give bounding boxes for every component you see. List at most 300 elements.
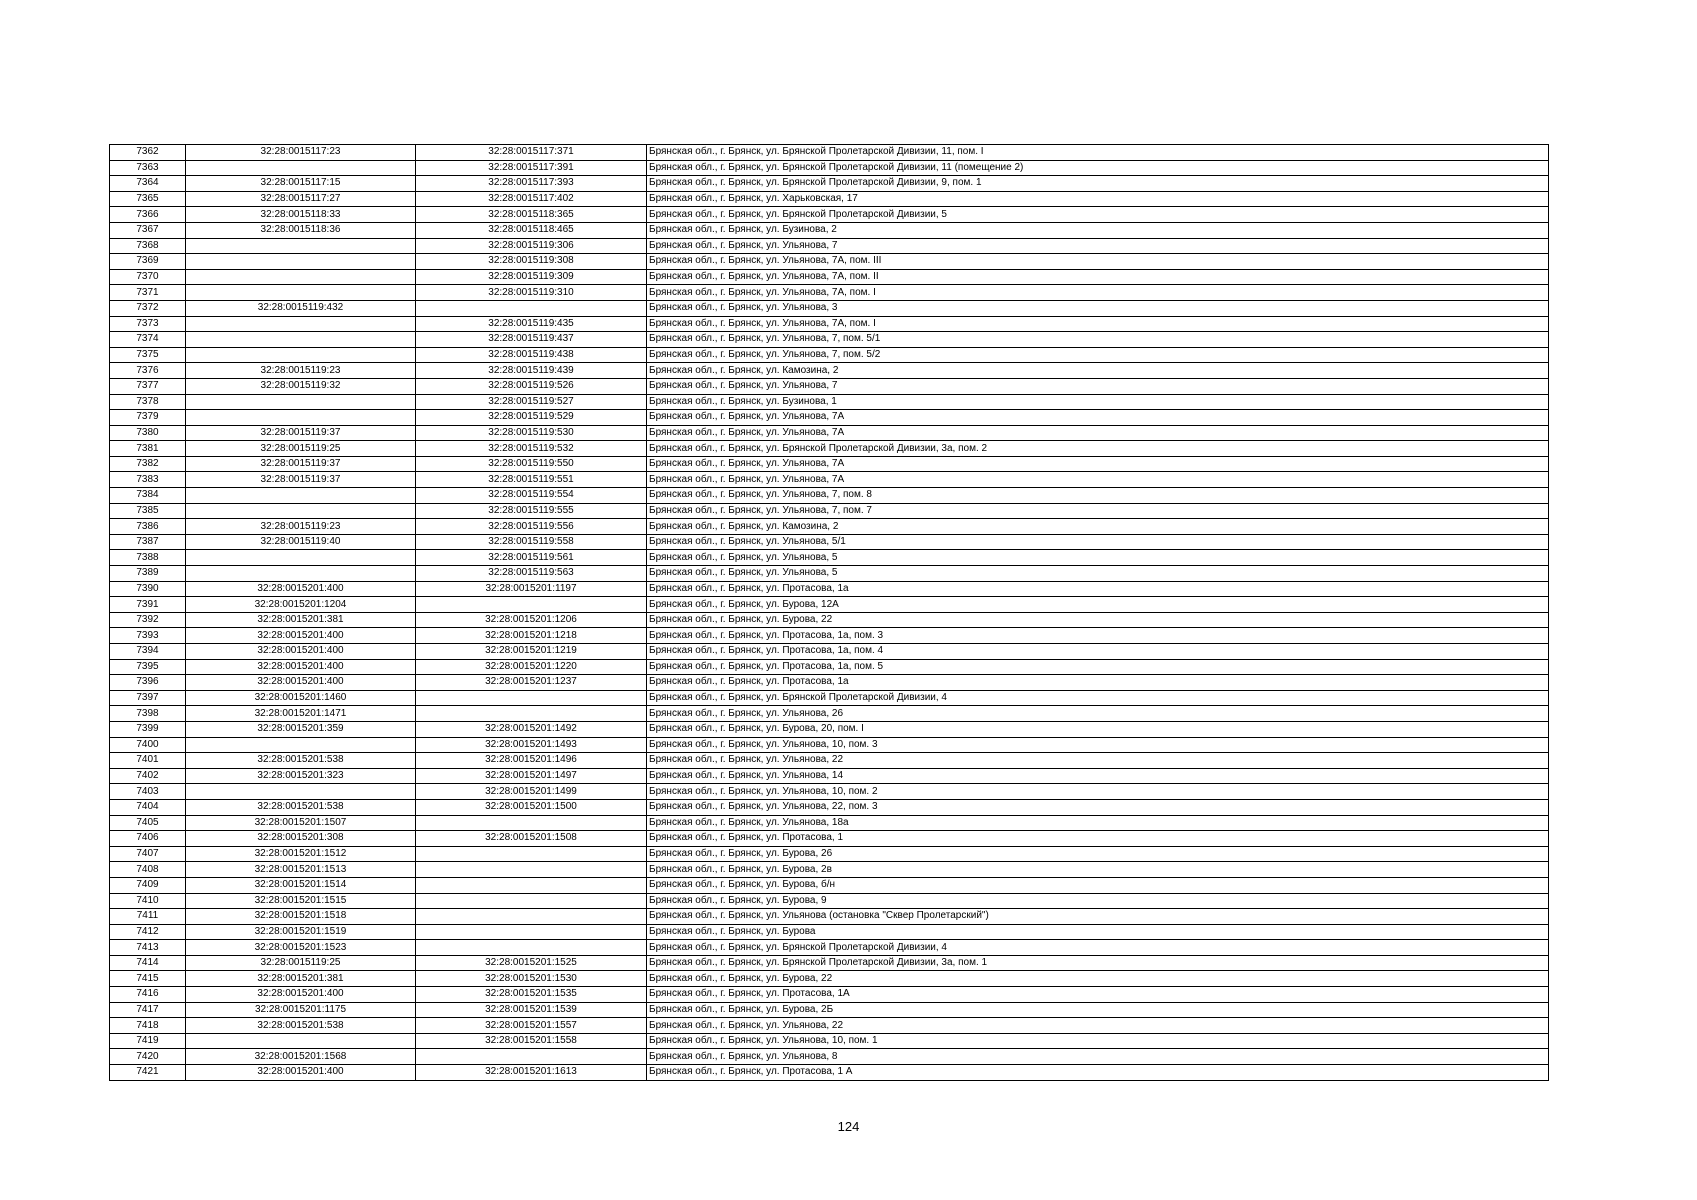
row-number-cell: 7398 [110,706,186,722]
object-cadastral-number-cell: 32:28:0015119:527 [416,394,647,410]
land-cadastral-number-cell: 32:28:0015119:23 [186,363,416,379]
object-cadastral-number-cell: 32:28:0015201:1493 [416,737,647,753]
table-row [110,721,1549,737]
land-cadastral-number-cell: 32:28:0015119:37 [186,425,416,441]
address-cell: Брянская обл., г. Брянск, ул. Ульянова, 26 [647,706,1549,722]
page-number: 124 [837,1119,860,1134]
row-number-cell: 7367 [110,222,186,238]
table-row [110,675,1549,691]
land-cadastral-number-cell: 32:28:0015119:37 [186,456,416,472]
object-cadastral-number-cell: 32:28:0015119:556 [416,519,647,535]
address-cell: Брянская обл., г. Брянск, ул. Брянской Пролетарской Дивизии, 4 [647,940,1549,956]
table-row [110,238,1549,254]
object-cadastral-number-cell: 32:28:0015201:1492 [416,721,647,737]
table-row [110,597,1549,613]
table-row [110,441,1549,457]
table-row [110,940,1549,956]
table-row [110,909,1549,925]
table-row [110,566,1549,582]
object-cadastral-number-cell [416,815,647,831]
land-cadastral-number-cell: 32:28:0015201:538 [186,1018,416,1034]
object-cadastral-number-cell: 32:28:0015117:391 [416,160,647,176]
row-number-cell: 7365 [110,191,186,207]
row-number-cell: 7390 [110,581,186,597]
land-cadastral-number-cell [186,347,416,363]
land-cadastral-number-cell: 32:28:0015201:538 [186,799,416,815]
object-cadastral-number-cell: 32:28:0015201:1500 [416,799,647,815]
object-cadastral-number-cell: 32:28:0015201:1496 [416,753,647,769]
row-number-cell: 7411 [110,909,186,925]
row-number-cell: 7421 [110,1065,186,1081]
land-cadastral-number-cell [186,238,416,254]
row-number-cell: 7366 [110,207,186,223]
table-row [110,659,1549,675]
land-cadastral-number-cell: 32:28:0015201:400 [186,675,416,691]
land-cadastral-number-cell: 32:28:0015201:1523 [186,940,416,956]
address-cell: Брянская обл., г. Брянск, ул. Брянской Пролетарской Дивизии, 9, пом. 1 [647,176,1549,192]
table-row [110,846,1549,862]
table-row [110,254,1549,270]
address-cell: Брянская обл., г. Брянск, ул. Ульянова, 7А [647,456,1549,472]
row-number-cell: 7371 [110,285,186,301]
land-cadastral-number-cell: 32:28:0015201:308 [186,831,416,847]
table-row [110,176,1549,192]
register-table-body [110,145,1549,1081]
table-row [110,503,1549,519]
object-cadastral-number-cell: 32:28:0015119:308 [416,254,647,270]
object-cadastral-number-cell: 32:28:0015119:550 [416,456,647,472]
land-cadastral-number-cell: 32:28:0015117:27 [186,191,416,207]
row-number-cell: 7419 [110,1033,186,1049]
table-row [110,456,1549,472]
object-cadastral-number-cell: 32:28:0015119:561 [416,550,647,566]
address-cell: Брянская обл., г. Брянск, ул. Бурова, 22 [647,971,1549,987]
land-cadastral-number-cell [186,1033,416,1049]
row-number-cell: 7397 [110,690,186,706]
address-cell: Брянская обл., г. Брянск, ул. Ульянова, 7А [647,410,1549,426]
table-row [110,316,1549,332]
table-row [110,612,1549,628]
table-row [110,222,1549,238]
row-number-cell: 7364 [110,176,186,192]
address-cell: Брянская обл., г. Брянск, ул. Ульянова, 7, пом. 5/1 [647,332,1549,348]
address-cell: Брянская обл., г. Брянск, ул. Брянской Пролетарской Дивизии, 11, пом. I [647,145,1549,161]
land-cadastral-number-cell: 32:28:0015118:36 [186,222,416,238]
address-cell: Брянская обл., г. Брянск, ул. Протасова, 1а, пом. 5 [647,659,1549,675]
table-row [110,1033,1549,1049]
object-cadastral-number-cell [416,597,647,613]
land-cadastral-number-cell: 32:28:0015201:1204 [186,597,416,613]
row-number-cell: 7363 [110,160,186,176]
object-cadastral-number-cell [416,862,647,878]
land-cadastral-number-cell: 32:28:0015201:381 [186,971,416,987]
address-cell: Брянская обл., г. Брянск, ул. Ульянова, 7А [647,425,1549,441]
land-cadastral-number-cell [186,410,416,426]
address-cell: Брянская обл., г. Брянск, ул. Камозина, 2 [647,519,1549,535]
object-cadastral-number-cell: 32:28:0015201:1539 [416,1002,647,1018]
row-number-cell: 7409 [110,877,186,893]
row-number-cell: 7418 [110,1018,186,1034]
object-cadastral-number-cell: 32:28:0015118:465 [416,222,647,238]
land-cadastral-number-cell [186,285,416,301]
row-number-cell: 7385 [110,503,186,519]
land-cadastral-number-cell: 32:28:0015201:1514 [186,877,416,893]
object-cadastral-number-cell: 32:28:0015119:563 [416,566,647,582]
object-cadastral-number-cell [416,846,647,862]
row-number-cell: 7377 [110,378,186,394]
row-number-cell: 7400 [110,737,186,753]
row-number-cell: 7403 [110,784,186,800]
address-cell: Брянская обл., г. Брянск, ул. Ульянова, 22, пом. 3 [647,799,1549,815]
land-cadastral-number-cell [186,784,416,800]
land-cadastral-number-cell [186,160,416,176]
object-cadastral-number-cell: 32:28:0015119:558 [416,534,647,550]
address-cell: Брянская обл., г. Брянск, ул. Ульянова, 5 [647,550,1549,566]
table-row [110,831,1549,847]
table-row [110,145,1549,161]
table-row [110,971,1549,987]
land-cadastral-number-cell: 32:28:0015119:40 [186,534,416,550]
land-cadastral-number-cell [186,737,416,753]
table-row [110,737,1549,753]
land-cadastral-number-cell: 32:28:0015119:37 [186,472,416,488]
land-cadastral-number-cell: 32:28:0015201:400 [186,581,416,597]
row-number-cell: 7379 [110,410,186,426]
table-row [110,862,1549,878]
address-cell: Брянская обл., г. Брянск, ул. Брянской Пролетарской Дивизии, 4 [647,690,1549,706]
table-row [110,877,1549,893]
land-cadastral-number-cell: 32:28:0015118:33 [186,207,416,223]
land-cadastral-number-cell: 32:28:0015201:323 [186,768,416,784]
object-cadastral-number-cell [416,706,647,722]
object-cadastral-number-cell: 32:28:0015119:439 [416,363,647,379]
object-cadastral-number-cell: 32:28:0015119:526 [416,378,647,394]
table-row [110,378,1549,394]
table-row [110,425,1549,441]
address-cell: Брянская обл., г. Брянск, ул. Брянской Пролетарской Дивизии, 3а, пом. 1 [647,955,1549,971]
address-cell: Брянская обл., г. Брянск, ул. Протасова, 1а, пом. 3 [647,628,1549,644]
table-row [110,581,1549,597]
row-number-cell: 7401 [110,753,186,769]
land-cadastral-number-cell: 32:28:0015201:1512 [186,846,416,862]
row-number-cell: 7373 [110,316,186,332]
object-cadastral-number-cell: 32:28:0015201:1530 [416,971,647,987]
table-row [110,1018,1549,1034]
row-number-cell: 7420 [110,1049,186,1065]
table-row [110,332,1549,348]
object-cadastral-number-cell: 32:28:0015201:1206 [416,612,647,628]
address-cell: Брянская обл., г. Брянск, ул. Ульянова, 7 [647,378,1549,394]
row-number-cell: 7395 [110,659,186,675]
land-cadastral-number-cell: 32:28:0015201:1568 [186,1049,416,1065]
address-cell: Брянская обл., г. Брянск, ул. Бурова, 2в [647,862,1549,878]
row-number-cell: 7376 [110,363,186,379]
table-row [110,768,1549,784]
object-cadastral-number-cell: 32:28:0015201:1497 [416,768,647,784]
address-cell: Брянская обл., г. Брянск, ул. Бурова, б/н [647,877,1549,893]
address-cell: Брянская обл., г. Брянск, ул. Бузинова, 1 [647,394,1549,410]
table-row [110,1002,1549,1018]
address-cell: Брянская обл., г. Брянск, ул. Протасова, 1а [647,581,1549,597]
land-cadastral-number-cell: 32:28:0015201:1513 [186,862,416,878]
object-cadastral-number-cell: 32:28:0015117:371 [416,145,647,161]
row-number-cell: 7412 [110,924,186,940]
row-number-cell: 7407 [110,846,186,862]
object-cadastral-number-cell: 32:28:0015119:309 [416,269,647,285]
table-row [110,410,1549,426]
row-number-cell: 7368 [110,238,186,254]
table-row [110,207,1549,223]
row-number-cell: 7414 [110,955,186,971]
register-table [109,144,1549,1081]
row-number-cell: 7375 [110,347,186,363]
land-cadastral-number-cell [186,254,416,270]
row-number-cell: 7413 [110,940,186,956]
object-cadastral-number-cell: 32:28:0015119:554 [416,488,647,504]
land-cadastral-number-cell: 32:28:0015201:1519 [186,924,416,940]
address-cell: Брянская обл., г. Брянск, ул. Ульянова, 7, пом. 7 [647,503,1549,519]
row-number-cell: 7415 [110,971,186,987]
land-cadastral-number-cell: 32:28:0015201:381 [186,612,416,628]
table-row [110,690,1549,706]
table-row [110,519,1549,535]
table-row [110,1065,1549,1081]
address-cell: Брянская обл., г. Брянск, ул. Ульянова (остановка "Сквер Пролетарский") [647,909,1549,925]
address-cell: Брянская обл., г. Брянск, ул. Бурова, 26 [647,846,1549,862]
object-cadastral-number-cell: 32:28:0015201:1197 [416,581,647,597]
object-cadastral-number-cell: 32:28:0015201:1613 [416,1065,647,1081]
land-cadastral-number-cell: 32:28:0015201:400 [186,644,416,660]
address-cell: Брянская обл., г. Брянск, ул. Бурова, 20, пом. I [647,721,1549,737]
row-number-cell: 7408 [110,862,186,878]
land-cadastral-number-cell: 32:28:0015201:1507 [186,815,416,831]
object-cadastral-number-cell: 32:28:0015119:438 [416,347,647,363]
object-cadastral-number-cell [416,893,647,909]
table-row [110,1049,1549,1065]
table-row [110,550,1549,566]
row-number-cell: 7393 [110,628,186,644]
table-row [110,955,1549,971]
object-cadastral-number-cell: 32:28:0015201:1557 [416,1018,647,1034]
object-cadastral-number-cell: 32:28:0015201:1220 [416,659,647,675]
table-row [110,285,1549,301]
object-cadastral-number-cell: 32:28:0015201:1237 [416,675,647,691]
address-cell: Брянская обл., г. Брянск, ул. Протасова, 1а [647,675,1549,691]
object-cadastral-number-cell: 32:28:0015119:310 [416,285,647,301]
address-cell: Брянская обл., г. Брянск, ул. Бурова, 22 [647,612,1549,628]
land-cadastral-number-cell: 32:28:0015201:1515 [186,893,416,909]
table-row [110,753,1549,769]
land-cadastral-number-cell [186,488,416,504]
address-cell: Брянская обл., г. Брянск, ул. Ульянова, 7, пом. 5/2 [647,347,1549,363]
table-row [110,815,1549,831]
object-cadastral-number-cell [416,1049,647,1065]
address-cell: Брянская обл., г. Брянск, ул. Протасова, 1а, пом. 4 [647,644,1549,660]
land-cadastral-number-cell: 32:28:0015201:538 [186,753,416,769]
object-cadastral-number-cell [416,300,647,316]
row-number-cell: 7392 [110,612,186,628]
address-cell: Брянская обл., г. Брянск, ул. Ульянова, 7А, пом. II [647,269,1549,285]
address-cell: Брянская обл., г. Брянск, ул. Ульянова, 3 [647,300,1549,316]
address-cell: Брянская обл., г. Брянск, ул. Ульянова, 7А, пом. I [647,316,1549,332]
table-row [110,160,1549,176]
address-cell: Брянская обл., г. Брянск, ул. Ульянова, 7А, пом. I [647,285,1549,301]
address-cell: Брянская обл., г. Брянск, ул. Бузинова, 2 [647,222,1549,238]
row-number-cell: 7396 [110,675,186,691]
object-cadastral-number-cell: 32:28:0015117:393 [416,176,647,192]
address-cell: Брянская обл., г. Брянск, ул. Бурова, 2Б [647,1002,1549,1018]
row-number-cell: 7389 [110,566,186,582]
land-cadastral-number-cell: 32:28:0015119:23 [186,519,416,535]
land-cadastral-number-cell [186,566,416,582]
land-cadastral-number-cell: 32:28:0015119:432 [186,300,416,316]
object-cadastral-number-cell: 32:28:0015119:551 [416,472,647,488]
row-number-cell: 7374 [110,332,186,348]
address-cell: Брянская обл., г. Брянск, ул. Бурова, 9 [647,893,1549,909]
address-cell: Брянская обл., г. Брянск, ул. Брянской Пролетарской Дивизии, 11 (помещение 2) [647,160,1549,176]
row-number-cell: 7410 [110,893,186,909]
table-row [110,628,1549,644]
table-row [110,472,1549,488]
row-number-cell: 7388 [110,550,186,566]
row-number-cell: 7382 [110,456,186,472]
row-number-cell: 7378 [110,394,186,410]
address-cell: Брянская обл., г. Брянск, ул. Протасова, 1 А [647,1065,1549,1081]
row-number-cell: 7383 [110,472,186,488]
land-cadastral-number-cell: 32:28:0015119:25 [186,955,416,971]
row-number-cell: 7384 [110,488,186,504]
row-number-cell: 7387 [110,534,186,550]
table-row [110,300,1549,316]
object-cadastral-number-cell: 32:28:0015119:555 [416,503,647,519]
table-row [110,269,1549,285]
row-number-cell: 7372 [110,300,186,316]
address-cell: Брянская обл., г. Брянск, ул. Ульянова, 14 [647,768,1549,784]
row-number-cell: 7404 [110,799,186,815]
table-row [110,706,1549,722]
table-row [110,924,1549,940]
land-cadastral-number-cell [186,316,416,332]
address-cell: Брянская обл., г. Брянск, ул. Ульянова, 7, пом. 8 [647,488,1549,504]
row-number-cell: 7362 [110,145,186,161]
object-cadastral-number-cell: 32:28:0015119:529 [416,410,647,426]
land-cadastral-number-cell: 32:28:0015201:1175 [186,1002,416,1018]
land-cadastral-number-cell: 32:28:0015117:15 [186,176,416,192]
object-cadastral-number-cell: 32:28:0015201:1558 [416,1033,647,1049]
row-number-cell: 7381 [110,441,186,457]
row-number-cell: 7416 [110,987,186,1003]
row-number-cell: 7386 [110,519,186,535]
address-cell: Брянская обл., г. Брянск, ул. Ульянова, 22 [647,1018,1549,1034]
land-cadastral-number-cell: 32:28:0015201:1460 [186,690,416,706]
table-row [110,987,1549,1003]
row-number-cell: 7402 [110,768,186,784]
object-cadastral-number-cell: 32:28:0015119:532 [416,441,647,457]
row-number-cell: 7399 [110,721,186,737]
address-cell: Брянская обл., г. Брянск, ул. Бурова, 12А [647,597,1549,613]
table-row [110,799,1549,815]
land-cadastral-number-cell: 32:28:0015119:32 [186,378,416,394]
address-cell: Брянская обл., г. Брянск, ул. Протасова, 1А [647,987,1549,1003]
row-number-cell: 7370 [110,269,186,285]
row-number-cell: 7369 [110,254,186,270]
object-cadastral-number-cell: 32:28:0015117:402 [416,191,647,207]
object-cadastral-number-cell: 32:28:0015119:437 [416,332,647,348]
table-row [110,363,1549,379]
land-cadastral-number-cell: 32:28:0015201:1471 [186,706,416,722]
address-cell: Брянская обл., г. Брянск, ул. Ульянова, 7 [647,238,1549,254]
table-row [110,347,1549,363]
address-cell: Брянская обл., г. Брянск, ул. Ульянова, 10, пом. 2 [647,784,1549,800]
object-cadastral-number-cell: 32:28:0015118:365 [416,207,647,223]
address-cell: Брянская обл., г. Брянск, ул. Ульянова, 18а [647,815,1549,831]
table-row [110,394,1549,410]
object-cadastral-number-cell: 32:28:0015201:1525 [416,955,647,971]
object-cadastral-number-cell [416,909,647,925]
land-cadastral-number-cell [186,394,416,410]
object-cadastral-number-cell [416,690,647,706]
land-cadastral-number-cell: 32:28:0015117:23 [186,145,416,161]
address-cell: Брянская обл., г. Брянск, ул. Брянской Пролетарской Дивизии, 3а, пом. 2 [647,441,1549,457]
land-cadastral-number-cell [186,503,416,519]
row-number-cell: 7406 [110,831,186,847]
land-cadastral-number-cell: 32:28:0015201:400 [186,987,416,1003]
address-cell: Брянская обл., г. Брянск, ул. Камозина, 2 [647,363,1549,379]
address-cell: Брянская обл., г. Брянск, ул. Брянской Пролетарской Дивизии, 5 [647,207,1549,223]
row-number-cell: 7380 [110,425,186,441]
object-cadastral-number-cell: 32:28:0015201:1499 [416,784,647,800]
address-cell: Брянская обл., г. Брянск, ул. Ульянова, 7А [647,472,1549,488]
object-cadastral-number-cell: 32:28:0015201:1535 [416,987,647,1003]
object-cadastral-number-cell: 32:28:0015119:530 [416,425,647,441]
address-cell: Брянская обл., г. Брянск, ул. Ульянова, 10, пом. 1 [647,1033,1549,1049]
land-cadastral-number-cell: 32:28:0015201:400 [186,628,416,644]
address-cell: Брянская обл., г. Брянск, ул. Протасова, 1 [647,831,1549,847]
address-cell: Брянская обл., г. Брянск, ул. Ульянова, 5 [647,566,1549,582]
land-cadastral-number-cell [186,332,416,348]
address-cell: Брянская обл., г. Брянск, ул. Бурова [647,924,1549,940]
land-cadastral-number-cell: 32:28:0015201:359 [186,721,416,737]
address-cell: Брянская обл., г. Брянск, ул. Харьковская, 17 [647,191,1549,207]
table-row [110,191,1549,207]
table-row [110,893,1549,909]
object-cadastral-number-cell: 32:28:0015201:1218 [416,628,647,644]
address-cell: Брянская обл., г. Брянск, ул. Ульянова, 5/1 [647,534,1549,550]
address-cell: Брянская обл., г. Брянск, ул. Ульянова, 22 [647,753,1549,769]
address-cell: Брянская обл., г. Брянск, ул. Ульянова, 8 [647,1049,1549,1065]
land-cadastral-number-cell [186,269,416,285]
row-number-cell: 7391 [110,597,186,613]
object-cadastral-number-cell: 32:28:0015119:435 [416,316,647,332]
row-number-cell: 7394 [110,644,186,660]
land-cadastral-number-cell: 32:28:0015201:1518 [186,909,416,925]
table-row [110,784,1549,800]
row-number-cell: 7417 [110,1002,186,1018]
object-cadastral-number-cell: 32:28:0015201:1219 [416,644,647,660]
row-number-cell: 7405 [110,815,186,831]
object-cadastral-number-cell: 32:28:0015119:306 [416,238,647,254]
object-cadastral-number-cell [416,877,647,893]
table-row [110,644,1549,660]
object-cadastral-number-cell [416,924,647,940]
address-cell: Брянская обл., г. Брянск, ул. Ульянова, 10, пом. 3 [647,737,1549,753]
land-cadastral-number-cell [186,550,416,566]
address-cell: Брянская обл., г. Брянск, ул. Ульянова, 7А, пом. III [647,254,1549,270]
land-cadastral-number-cell: 32:28:0015201:400 [186,1065,416,1081]
object-cadastral-number-cell [416,940,647,956]
object-cadastral-number-cell: 32:28:0015201:1508 [416,831,647,847]
land-cadastral-number-cell: 32:28:0015201:400 [186,659,416,675]
